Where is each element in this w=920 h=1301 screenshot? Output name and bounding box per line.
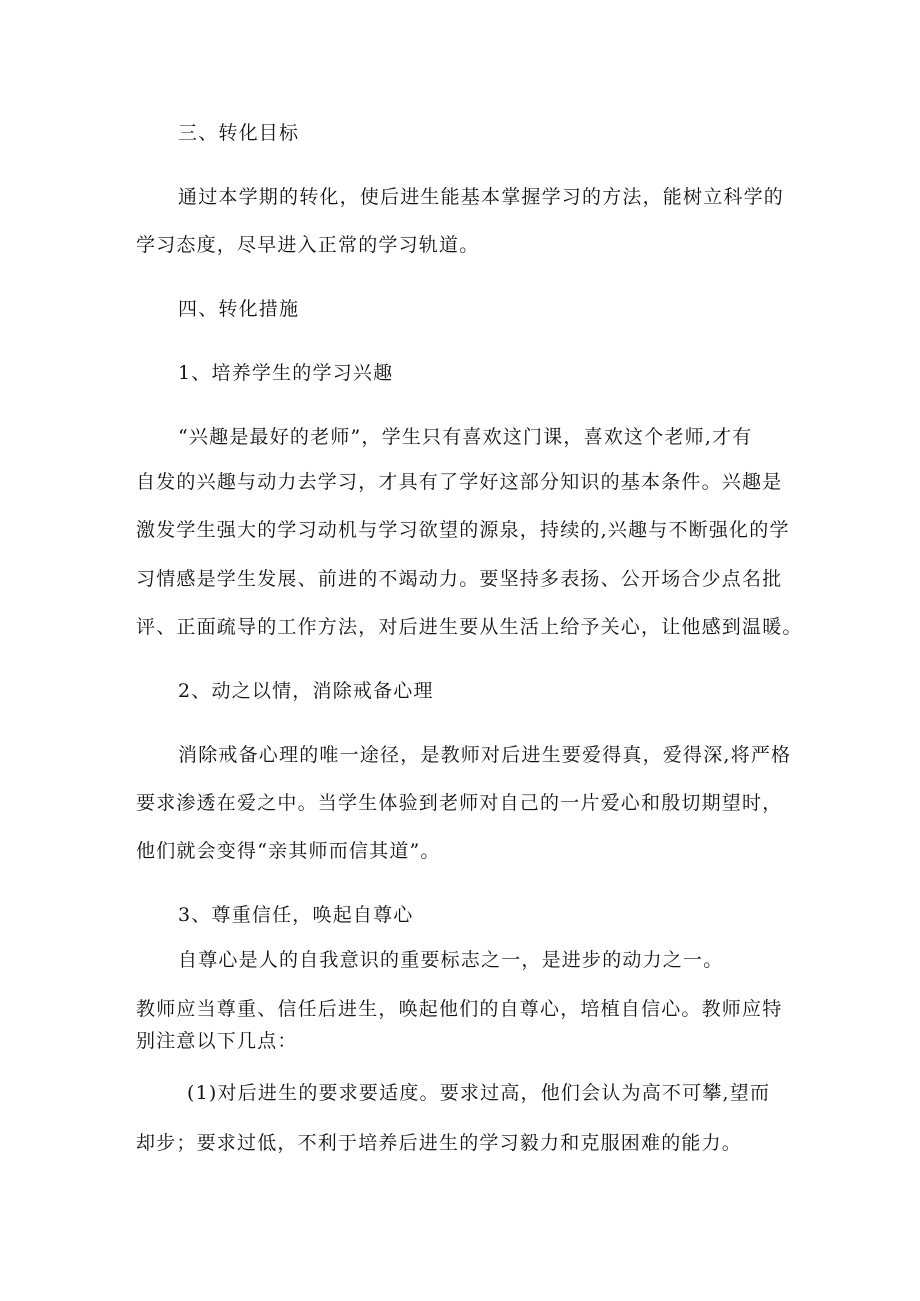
point-1-line-1: (1)对后进生的要求要适度。要求过高，他们会认为高不可攀,望而 bbox=[187, 1082, 771, 1104]
measure-1-line-4: 习情感是学生发展、前进的不竭动力。要坚持多表扬、公开场合少点名批 bbox=[136, 568, 783, 590]
measure-1-title: 1、培养学生的学习兴趣 bbox=[178, 362, 394, 384]
measure-2-title: 2、动之以情，消除戒备心理 bbox=[178, 680, 434, 702]
measure-3-line-3: 别注意以下几点： bbox=[136, 1030, 298, 1052]
measure-3-line-2: 教师应当尊重、信任后进生，唤起他们的自尊心，培植自信心。教师应特 bbox=[136, 998, 783, 1020]
measure-2-line-2: 要求渗透在爱之中。当学生体验到老师对自己的一片爱心和殷切期望时， bbox=[136, 792, 783, 814]
goal-paragraph-line-2: 学习态度，尽早进入正常的学习轨道。 bbox=[136, 234, 480, 256]
point-1-line-2: 却步；要求过低，不利于培养后进生的学习毅力和克服困难的能力。 bbox=[136, 1132, 743, 1154]
measure-1-line-2: 自发的兴趣与动力去学习，才具有了学好这部分知识的基本条件。兴趣是 bbox=[136, 471, 783, 493]
measure-1-line-5: 评、正面疏导的工作方法，对后进生要从生活上给予关心，让他感到温暖。 bbox=[136, 616, 803, 638]
measure-2-line-1: 消除戒备心理的唯一途径，是教师对后进生要爱得真，爱得深,将严格 bbox=[178, 744, 792, 766]
goal-paragraph-line-1: 通过本学期的转化，使后进生能基本掌握学习的方法，能树立科学的 bbox=[178, 186, 785, 208]
measure-3-line-1: 自尊心是人的自我意识的重要标志之一，是进步的动力之一。 bbox=[178, 949, 724, 971]
measure-1-line-1: “兴趣是最好的老师”，学生只有喜欢这门课，喜欢这个老师,才有 bbox=[178, 426, 753, 448]
measure-1-line-3: 激发学生强大的学习动机与学习欲望的源泉，持续的,兴趣与不断强化的学 bbox=[136, 519, 790, 541]
section-heading-measures: 四、转化措施 bbox=[178, 298, 300, 320]
measure-3-title: 3、尊重信任，唤起自尊心 bbox=[178, 904, 414, 926]
measure-2-line-3: 他们就会变得“亲其师而信其道”。 bbox=[136, 840, 441, 862]
section-heading-goals: 三、转化目标 bbox=[178, 122, 300, 144]
